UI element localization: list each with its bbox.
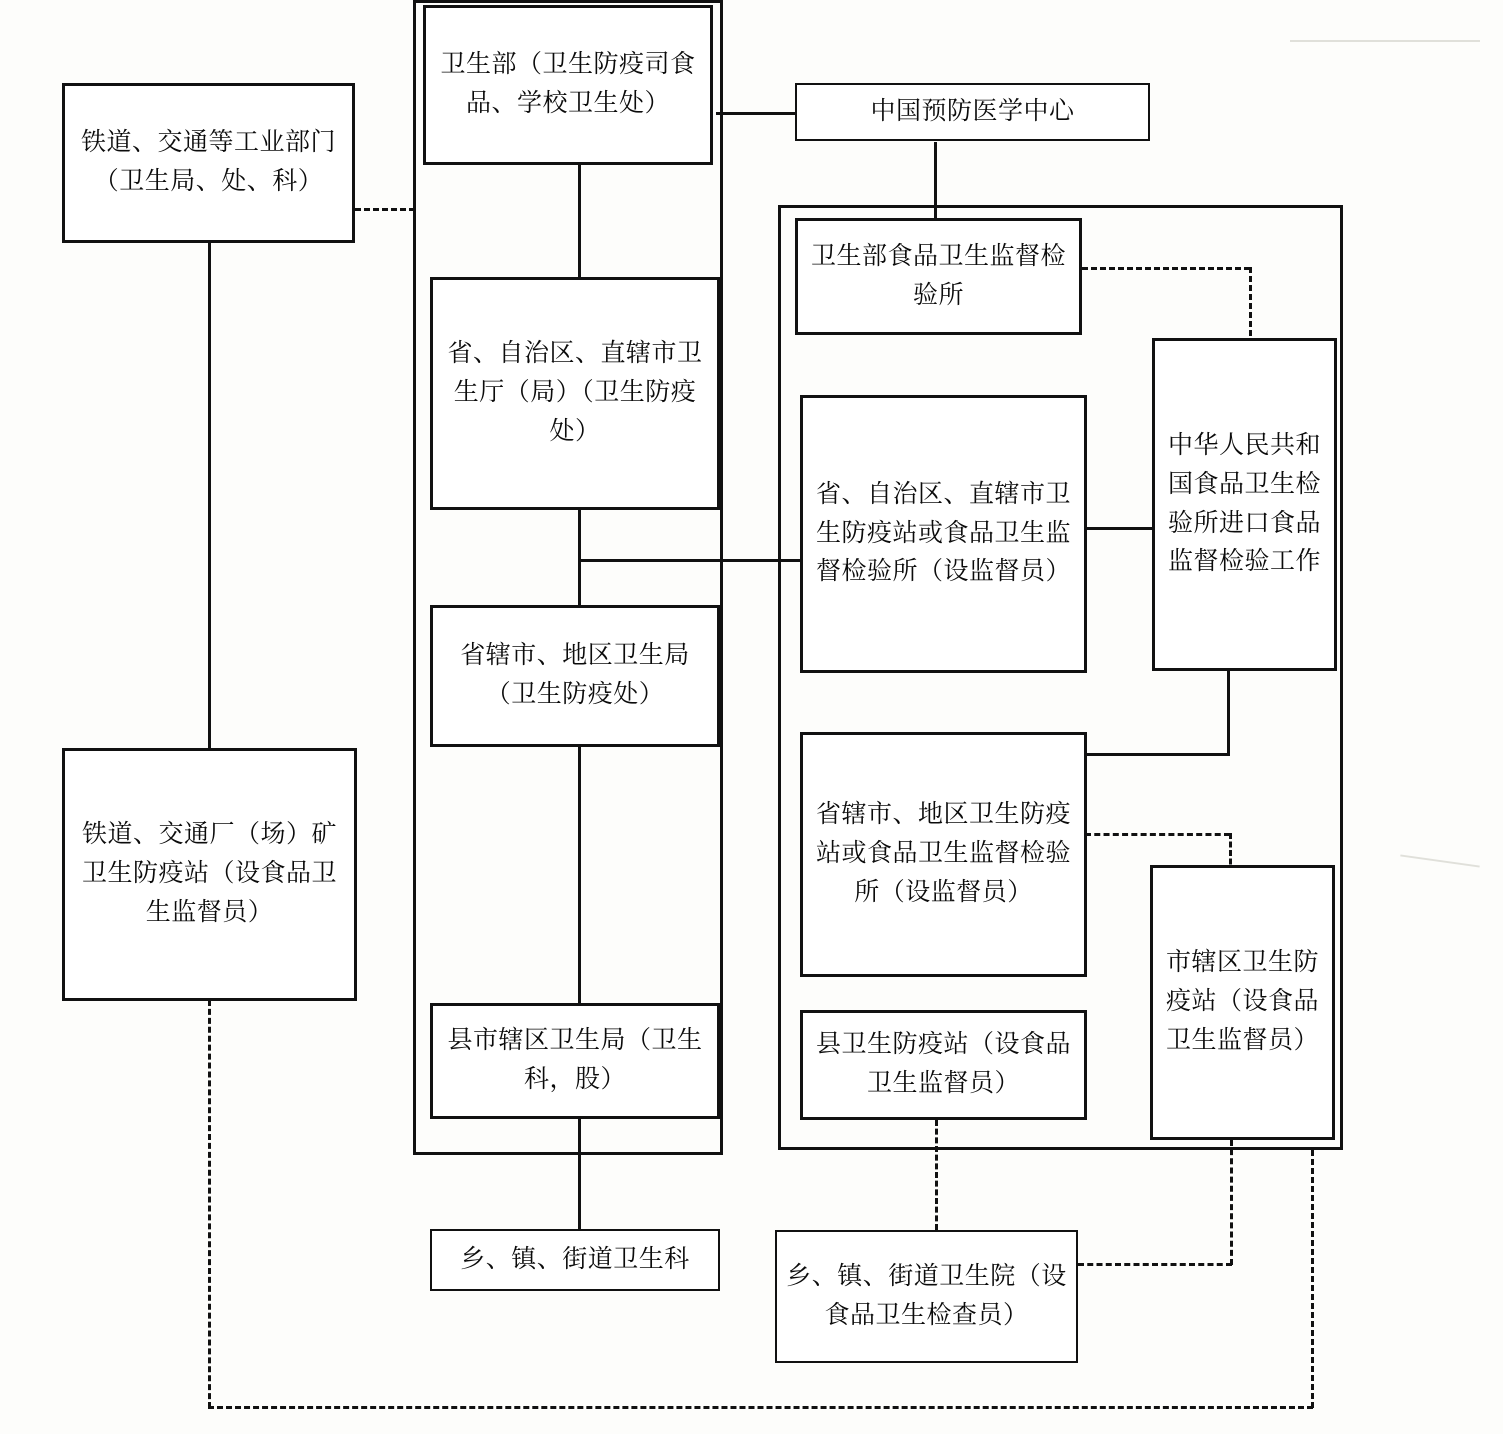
- edge-rail-down-dashed: [208, 1000, 211, 1408]
- node-rail-station-label: 铁道、交通厂（场）矿卫生防疫站（设食品卫生监督员）: [81, 821, 337, 926]
- edge-import-to-city-station: [1085, 753, 1230, 756]
- node-moh-food-inst-label: 卫生部食品卫生监督检验所: [810, 242, 1066, 309]
- node-city-station[interactable]: [800, 732, 1087, 977]
- node-province-health[interactable]: [430, 277, 720, 510]
- node-township-section[interactable]: [430, 1229, 720, 1291]
- edge-countystation-to-clinic-dashed-1: [935, 1120, 938, 1230]
- edge-moh-to-province: [578, 165, 581, 277]
- edge-citystation-to-district-dashed-1: [1085, 833, 1230, 836]
- edge-industry-to-rail: [208, 243, 211, 748]
- node-city-station-label: 省辖市、地区卫生防疫站或食品卫生监督检验所（设监督员）: [815, 801, 1071, 906]
- group-frame-government: [413, 0, 723, 1155]
- edge-foodinst-to-import-dashed-1: [1082, 267, 1250, 270]
- node-prev-med-center[interactable]: [795, 83, 1150, 141]
- edge-bottom-loop-right-dashed: [1311, 1150, 1314, 1408]
- edge-import-down: [1227, 670, 1230, 755]
- node-rail-station[interactable]: [62, 748, 357, 1001]
- node-province-station[interactable]: [800, 395, 1087, 673]
- node-moh-food-inst[interactable]: [795, 218, 1082, 335]
- node-moh-label: 卫生部（卫生防疫司食品、学校卫生处）: [440, 51, 696, 117]
- edge-city-to-county: [578, 745, 581, 1003]
- node-moh[interactable]: [423, 5, 713, 165]
- edge-district-to-clinic-dashed: [1078, 1263, 1232, 1266]
- edge-province-to-province-station: [578, 559, 803, 562]
- node-import-inst[interactable]: [1152, 338, 1337, 671]
- node-import-inst-label: 中华人民共和国食品卫生检验所进口食品监督检验工作: [1167, 432, 1321, 576]
- node-city-health-label: 省辖市、地区卫生局（卫生防疫处）: [460, 642, 690, 708]
- edge-province-to-city: [578, 510, 581, 605]
- node-township-clinic[interactable]: [775, 1230, 1078, 1363]
- scan-artifact-top: [1290, 40, 1480, 42]
- node-industry-depts-label: 铁道、交通等工业部门（卫生局、处、科）: [80, 129, 336, 195]
- edge-county-to-township: [578, 1119, 581, 1229]
- edge-province-station-to-import: [1085, 527, 1155, 530]
- node-district-station[interactable]: [1150, 865, 1335, 1140]
- node-province-health-label: 省、自治区、直辖市卫生厅（局）（卫生防疫处）: [447, 340, 703, 445]
- edge-center-to-food-inst: [934, 142, 937, 220]
- scan-artifact-mid: [1400, 854, 1479, 867]
- edge-moh-to-center: [716, 112, 796, 115]
- edge-bottom-loop-dashed: [208, 1406, 1313, 1409]
- node-city-health[interactable]: [430, 605, 720, 747]
- edge-foodinst-to-import-dashed-2: [1249, 267, 1252, 345]
- node-township-clinic-label: 乡、镇、街道卫生院（设食品卫生检查员）: [786, 1262, 1067, 1329]
- node-county-station-label: 县卫生防疫站（设食品卫生监督员）: [815, 1031, 1071, 1097]
- node-province-station-label: 省、自治区、直辖市卫生防疫站或食品卫生监督检验所（设监督员）: [815, 480, 1071, 586]
- node-county-health-label: 县市辖区卫生局（卫生科，股）: [447, 1027, 703, 1093]
- node-township-section-label: 乡、镇、街道卫生科: [460, 1245, 690, 1273]
- edge-district-down-dashed: [1230, 1140, 1233, 1265]
- edge-moh-to-industry-dashed: [355, 208, 415, 211]
- node-county-station[interactable]: [800, 1010, 1087, 1120]
- node-county-health[interactable]: [430, 1003, 720, 1119]
- node-industry-depts[interactable]: [62, 83, 355, 243]
- node-district-station-label: 市辖区卫生防疫站（设食品卫生监督员）: [1165, 949, 1319, 1054]
- node-prev-med-center-label: 中国预防医学中心: [870, 97, 1075, 125]
